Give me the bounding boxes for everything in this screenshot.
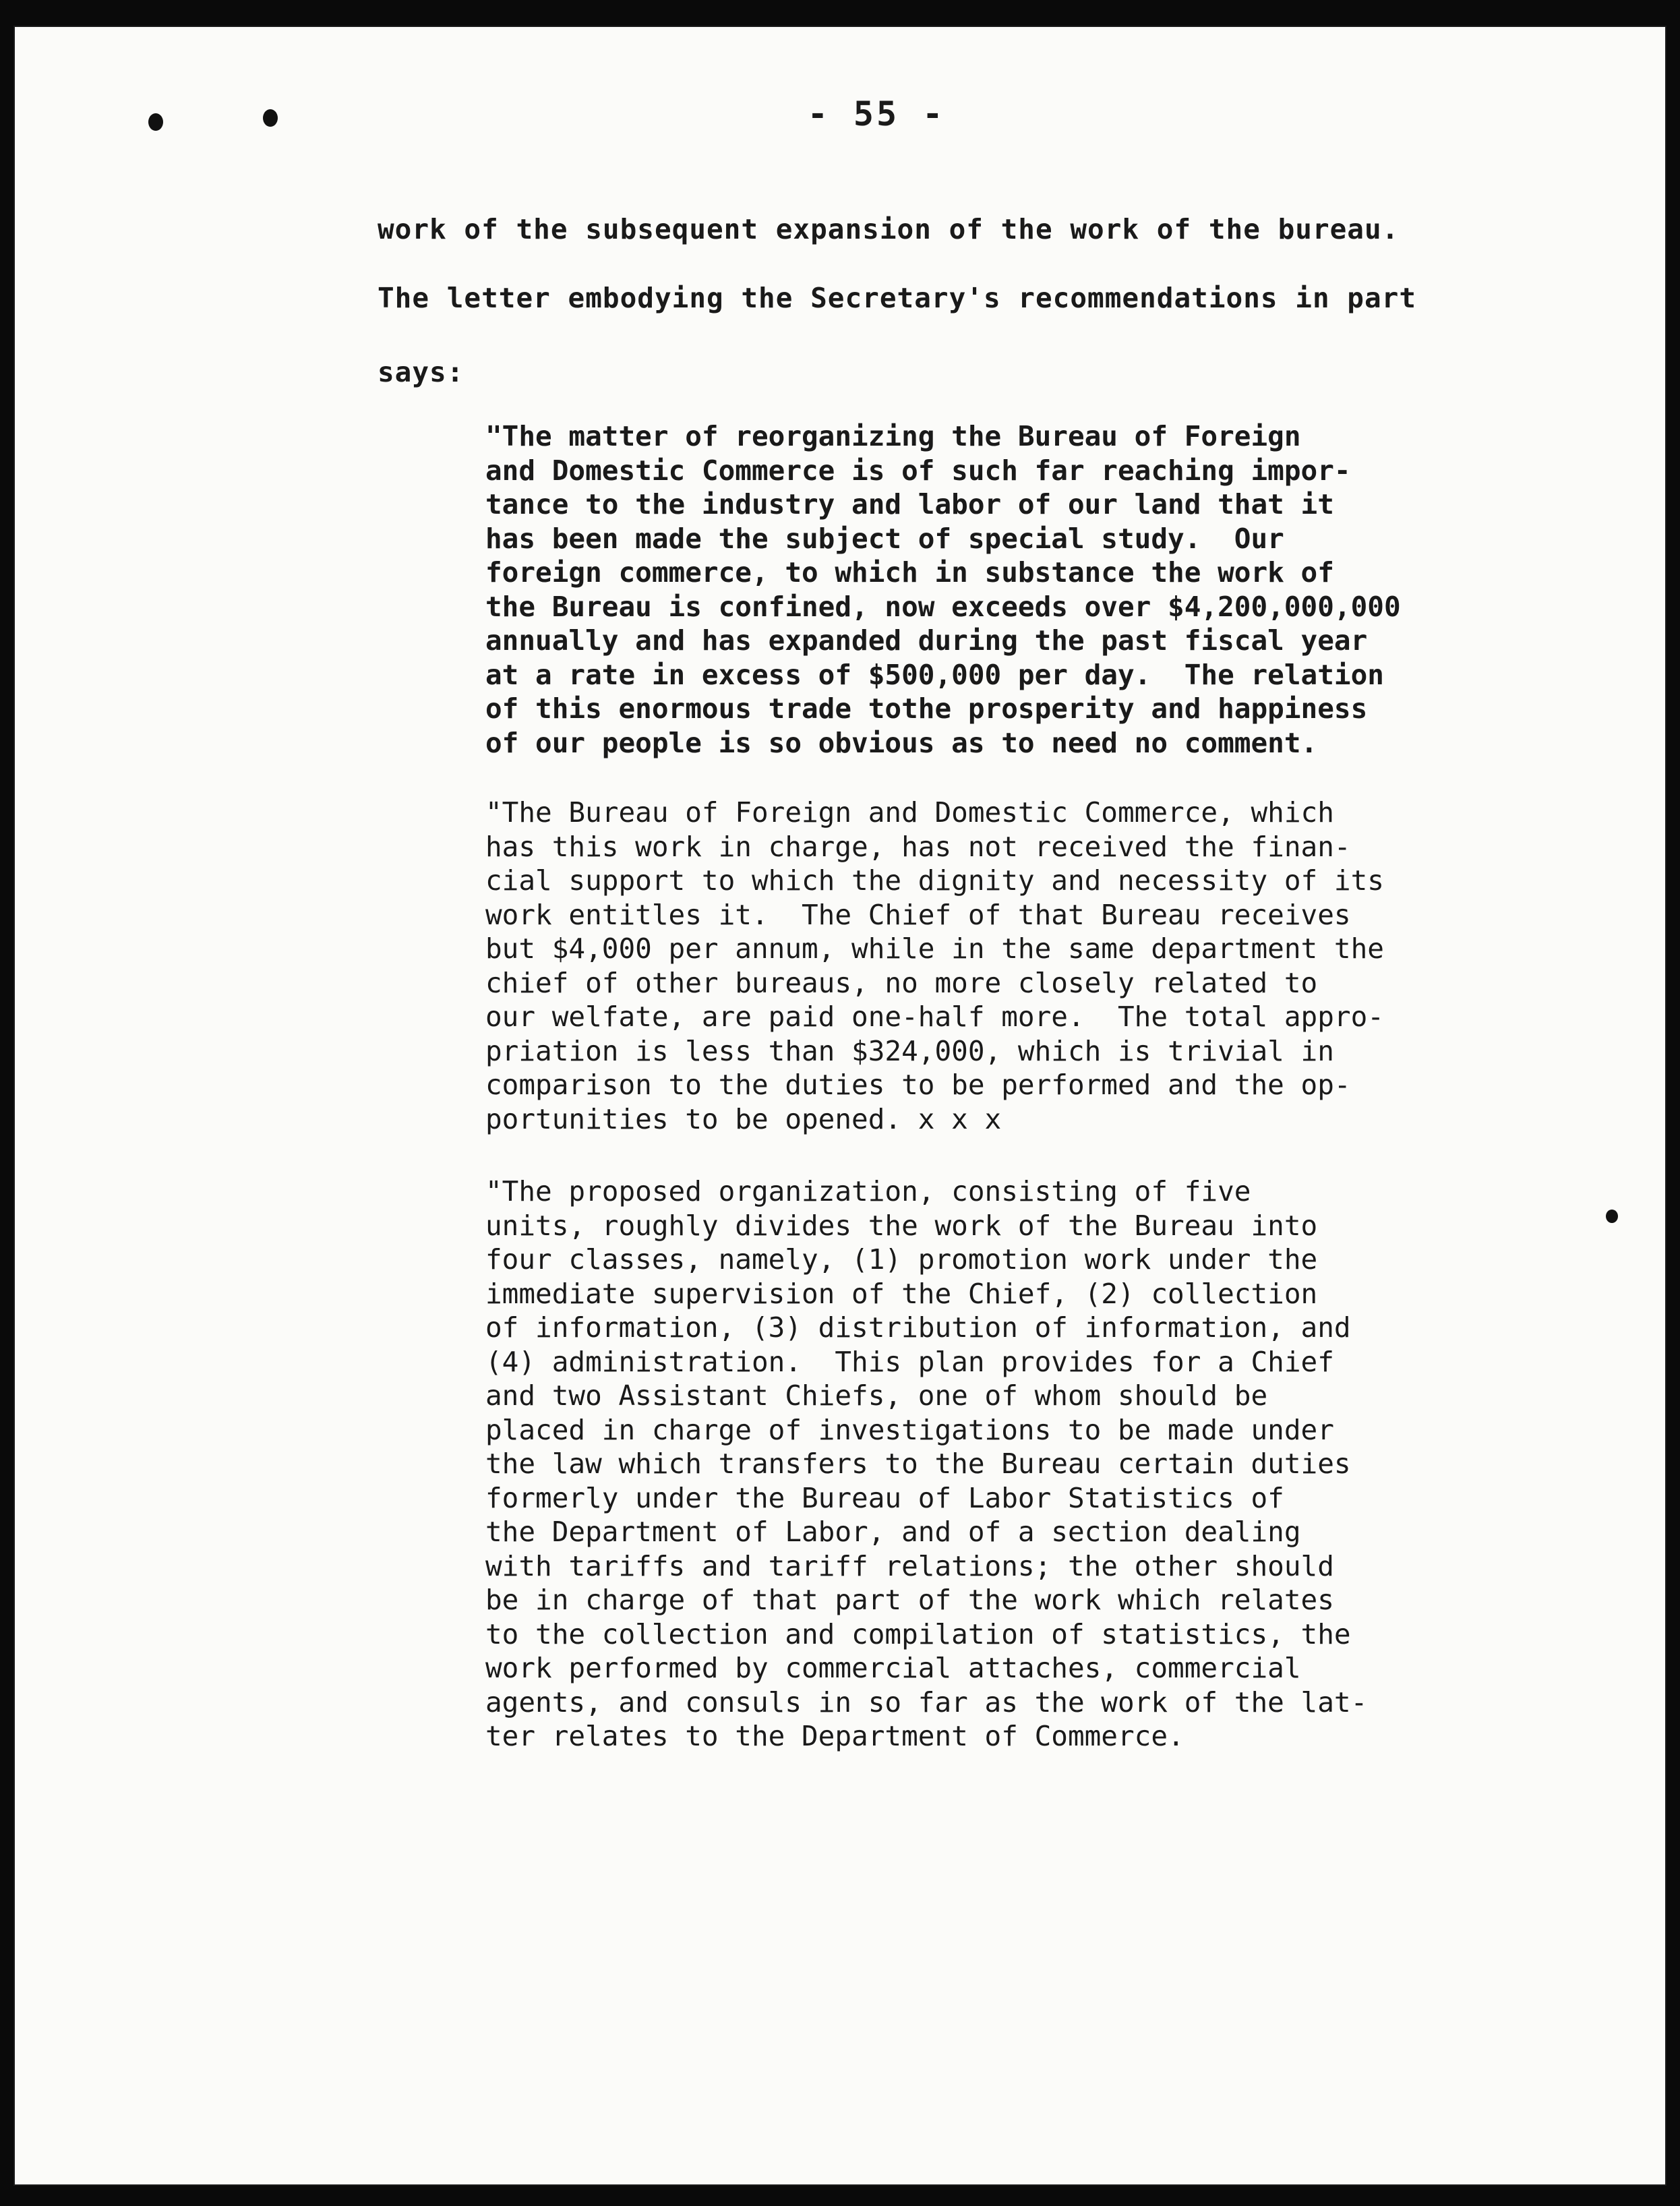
quote-line: "The matter of reorganizing the Bureau of Foreign <box>485 420 1301 452</box>
quote-line: tance to the industry and labor of our land that it <box>485 488 1334 520</box>
quote-line: work entitles it. The Chief of that Bureau receives <box>485 898 1351 931</box>
ink-dot-mark <box>1606 1210 1618 1223</box>
quote-line: work performed by commercial attaches, commercial <box>485 1652 1301 1684</box>
quote-line: our welfate, are paid one-half more. The total appro- <box>485 1001 1384 1033</box>
quote-line: agents, and consuls in so far as the work of the lat- <box>485 1686 1368 1719</box>
quote-line: of our people is so obvious as to need no comment. <box>485 726 1318 759</box>
quote-line: and two Assistant Chiefs, one of whom should be <box>485 1379 1268 1412</box>
quote-line: cial support to which the dignity and necessity of its <box>485 864 1384 897</box>
quote-line: formerly under the Bureau of Labor Statistics of <box>485 1481 1284 1514</box>
quote-line: "The proposed organization, consisting of five <box>485 1175 1251 1208</box>
quote-line: but $4,000 per annum, while in the same department the <box>485 932 1384 965</box>
quote-line: ter relates to the Department of Commerce. <box>485 1720 1184 1752</box>
quote-line: comparison to the duties to be performed and the op- <box>485 1069 1351 1101</box>
quote-line: with tariffs and tariff relations; the other should <box>485 1549 1334 1582</box>
quote-line: chief of other bureaus, no more closely related to <box>485 966 1318 999</box>
quote-line: portunities to be opened. x x x <box>485 1102 1002 1135</box>
quote-paragraph-2 <box>485 796 1591 1136</box>
quote-line: annually and has expanded during the past fiscal year <box>485 624 1368 657</box>
quote-line: foreign commerce, to which in substance the work of <box>485 556 1334 589</box>
quote-line: of information, (3) distribution of information, and <box>485 1311 1351 1344</box>
quote-line: immediate supervision of the Chief, (2) collection <box>485 1277 1318 1310</box>
quote-line: units, roughly divides the work of the Bureau into <box>485 1209 1318 1242</box>
quote-line: "The Bureau of Foreign and Domestic Commerce, which <box>485 796 1334 829</box>
quote-line: has this work in charge, has not received the finan- <box>485 830 1351 863</box>
quote-line: at a rate in excess of $500,000 per day. The relation <box>485 658 1384 691</box>
quote-line: and Domestic Commerce is of such far reaching impor- <box>485 454 1351 487</box>
quote-line: placed in charge of investigations to be made under <box>485 1413 1334 1446</box>
quote-line: the Department of Labor, and of a section dealing <box>485 1516 1301 1548</box>
page-number: - 55 - <box>807 94 946 133</box>
intro-line: says: <box>378 356 464 388</box>
quote-line: priation is less than $324,000, which is trivial in <box>485 1034 1334 1067</box>
intro-line: The letter embodying the Secretary's recommendations in part <box>378 282 1417 314</box>
quote-line: to the collection and compilation of statistics, the <box>485 1617 1351 1650</box>
quote-line: the Bureau is confined, now exceeds over $4,200,000,000 <box>485 590 1401 623</box>
punch-hole-mark <box>263 109 278 127</box>
quote-line: be in charge of that part of the work which relates <box>485 1584 1334 1616</box>
quote-paragraph-3 <box>485 1174 1591 1754</box>
quote-line: has been made the subject of special study. Our <box>485 522 1284 555</box>
intro-line: work of the subsequent expansion of the work of the bureau. <box>378 213 1400 245</box>
quote-line: the law which transfers to the Bureau certain duties <box>485 1448 1351 1480</box>
quote-line: (4) administration. This plan provides for a Chief <box>485 1345 1334 1378</box>
quote-paragraph-1 <box>485 419 1591 760</box>
punch-hole-mark <box>148 113 163 131</box>
quote-line: four classes, namely, (1) promotion work under the <box>485 1243 1318 1276</box>
quote-line: of this enormous trade tothe prosperity and happiness <box>485 692 1368 725</box>
